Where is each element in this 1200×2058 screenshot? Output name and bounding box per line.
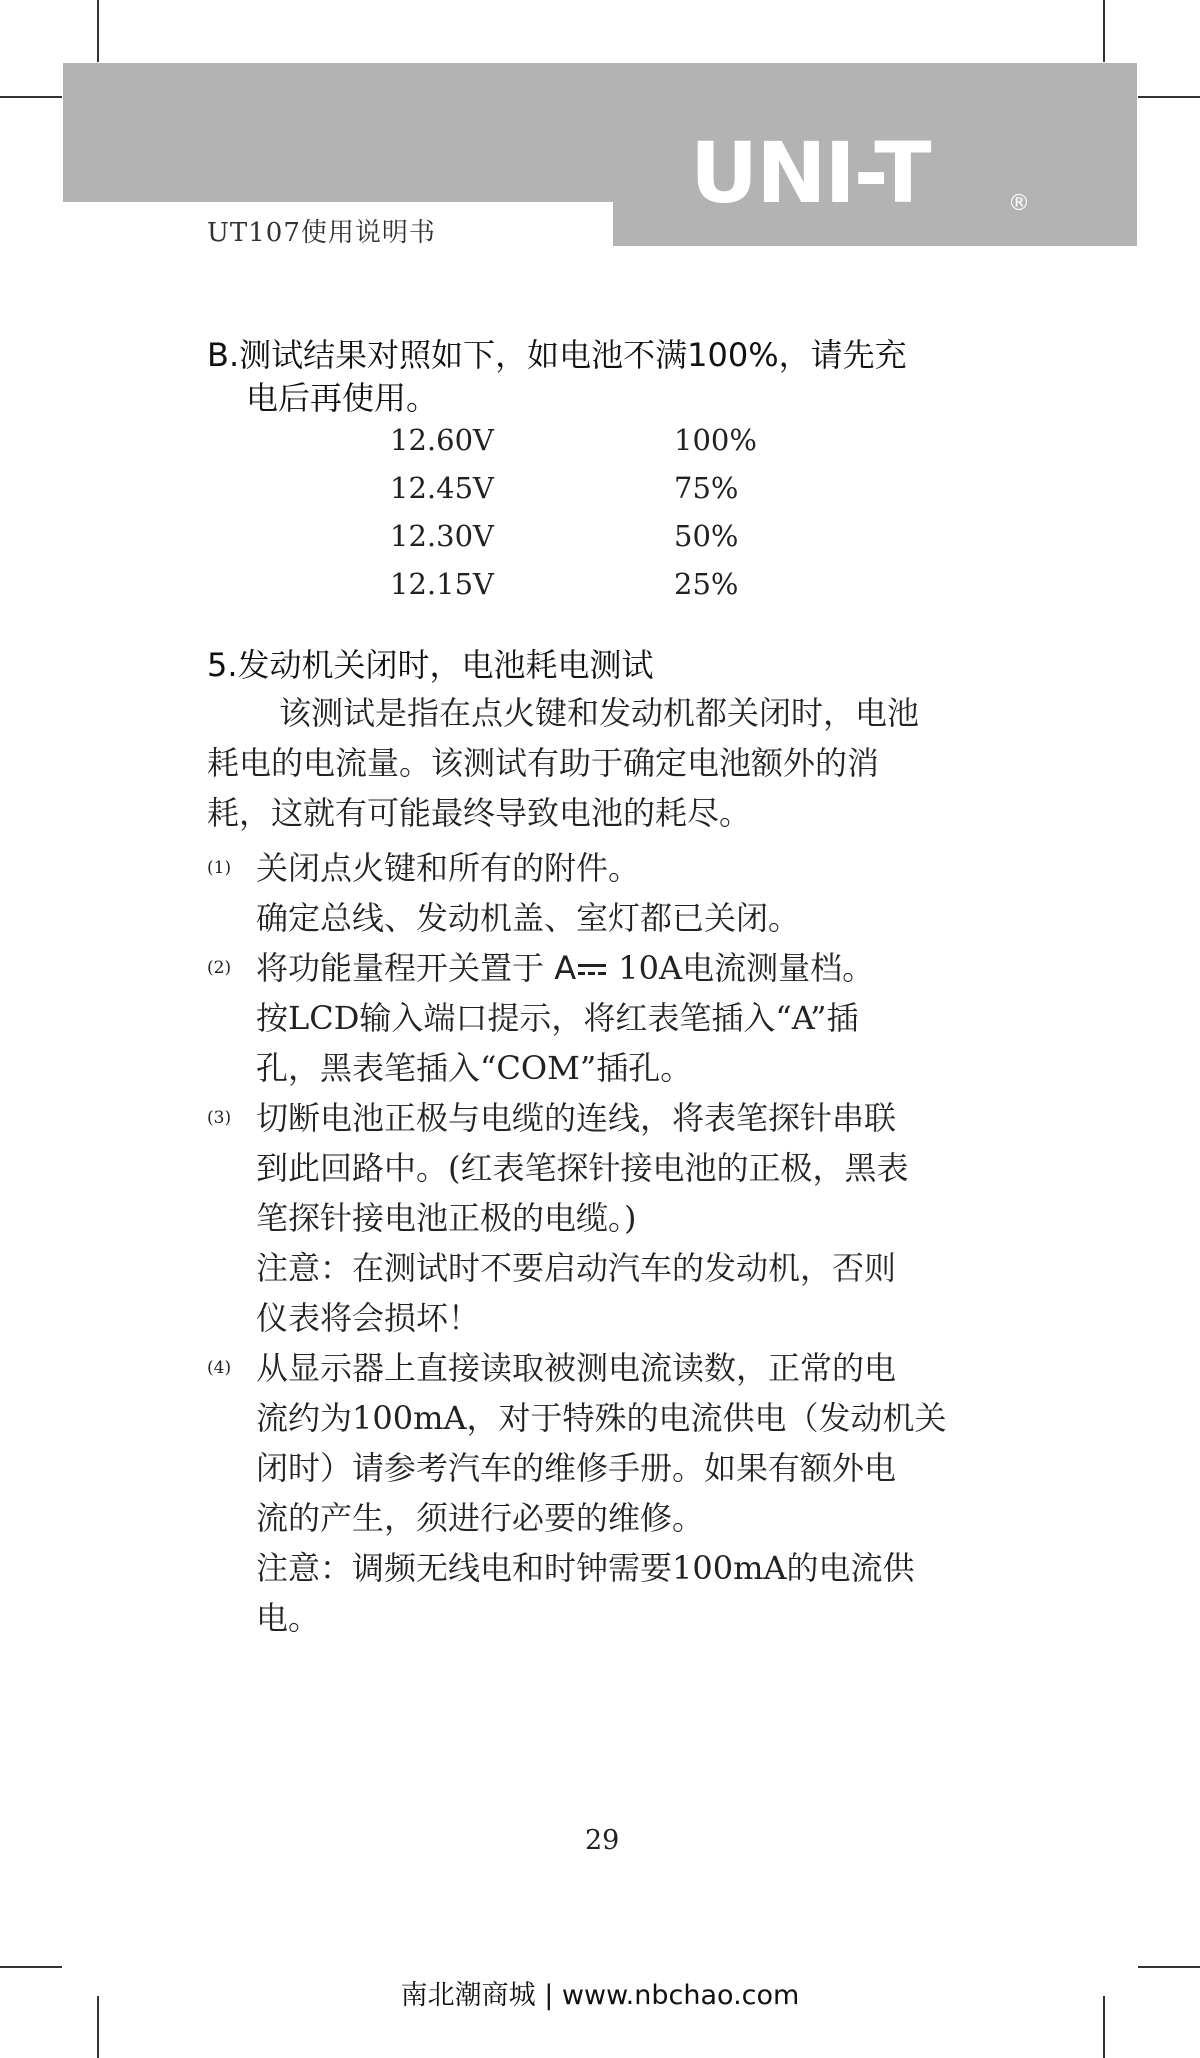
logo-text: UNI-T <box>690 132 930 212</box>
step-number: (2) <box>207 958 232 978</box>
step-line: 流的产生，须进行必要的维修。 <box>256 1499 705 1537</box>
dc-current-letter: A <box>554 949 577 987</box>
registered-mark: ® <box>1008 191 1030 212</box>
step-note: 电。 <box>256 1599 321 1637</box>
crop-mark <box>1138 96 1200 98</box>
table-voltage: 12.30V <box>390 519 494 553</box>
step-line: 流约为100mA，对于特殊的电流供电（发动机关 <box>256 1399 947 1437</box>
step-note: 注意：在测试时不要启动汽车的发动机，否则 <box>256 1249 897 1287</box>
step-line: 笔探针接电池正极的电缆。) <box>256 1199 637 1237</box>
table-voltage: 12.45V <box>390 471 494 505</box>
step-number: (1) <box>207 858 232 878</box>
intro-line: 耗，这就有可能最终导致电池的耗尽。 <box>207 794 752 832</box>
crop-mark <box>0 96 62 98</box>
table-percent: 75% <box>674 471 739 505</box>
step-line <box>256 943 874 993</box>
dc-current-symbol <box>554 949 618 987</box>
section-b-line1: B.测试结果对照如下，如电池不满100%，请先充 <box>207 336 907 374</box>
step-line: 从显示器上直接读取被测电流读数，正常的电 <box>256 1349 897 1387</box>
step-line: 孔，黑表笔插入“COM”插孔。 <box>256 1049 693 1087</box>
step-line-text: 10A电流测量档。 <box>618 949 875 987</box>
crop-mark <box>0 1966 62 1968</box>
crop-mark <box>1138 1966 1200 1968</box>
table-percent: 25% <box>674 567 739 601</box>
intro-line: 该测试是指在点火键和发动机都关闭时，电池 <box>279 694 920 732</box>
step-number: (4) <box>207 1358 232 1378</box>
footer-link[interactable]: 南北潮商城 | www.nbchao.com <box>400 1980 800 2011</box>
step-line: 切断电池正极与电缆的连线，将表笔探针串联 <box>256 1099 897 1137</box>
step-line: 确定总线、发动机盖、室灯都已关闭。 <box>256 899 801 937</box>
step-number: (3) <box>207 1108 232 1128</box>
table-voltage: 12.60V <box>390 423 494 457</box>
step-line: 闭时）请参考汽车的维修手册。如果有额外电 <box>256 1449 897 1487</box>
crop-mark <box>1103 0 1105 62</box>
step-line: 按LCD输入端口提示，将红表笔插入“A”插 <box>256 999 859 1037</box>
step-line: 关闭点火键和所有的附件。 <box>256 849 641 887</box>
table-percent: 100% <box>674 423 757 457</box>
crop-mark <box>97 0 99 62</box>
step-line-text: 将功能量程开关置于 <box>256 949 545 987</box>
intro-line: 耗电的电流量。该测试有助于确定电池额外的消 <box>207 744 880 782</box>
uni-t-logo <box>690 132 1040 212</box>
section5-title: 5.发动机关闭时，电池耗电测试 <box>207 646 654 684</box>
page-number: 29 <box>585 1825 620 1856</box>
step-note: 注意：调频无线电和时钟需要100mA的电流供 <box>256 1549 915 1587</box>
dc-symbol-icon <box>576 959 608 981</box>
step-note: 仪表将会损坏！ <box>256 1299 481 1337</box>
section-b-line2: 电后再使用。 <box>246 379 439 417</box>
table-voltage: 12.15V <box>390 567 494 601</box>
step-line: 到此回路中。(红表笔探针接电池的正极，黑表 <box>256 1149 909 1187</box>
table-percent: 50% <box>674 519 739 553</box>
manual-title: UT107使用说明书 <box>207 218 436 248</box>
